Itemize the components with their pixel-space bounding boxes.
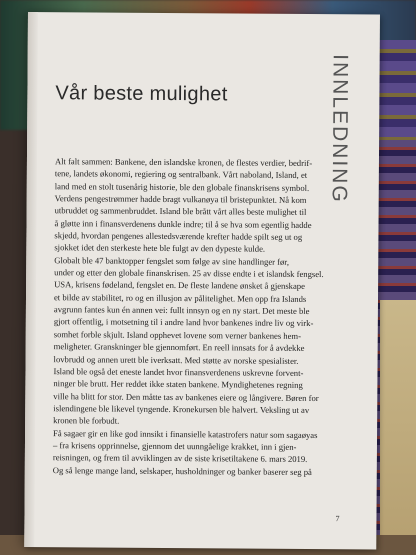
- body-line: avgrunn fantes kun én annen vei: fullt innsyn og en ny start. Det meste ble: [53, 304, 310, 317]
- body-text: [53, 155, 338, 478]
- body-line: tene, landets økonomi, regiering og sentralbank. Vårt naboland, Island, et: [54, 168, 308, 181]
- body-line: meligheter. Granskninger ble gjennomført. En reell innsats for å avdekke: [53, 341, 305, 354]
- body-line: somhet forble skjult. Island opphevet lovene som verner bankenes hem-: [53, 329, 302, 341]
- body-line: skjedd, hvordan pengenes allestedsværende krefter hadde spilt seg ut og: [54, 230, 303, 242]
- body-line: Verdens pengestrømmer hadde bragt vulkanøya til bristepunktet. Nå kom: [54, 193, 307, 205]
- body-line: Og så lenge mange land, selskaper, husholdninger og banker baserer seg på: [52, 464, 312, 477]
- body-line: å gløtte inn i finansverdenens dunkle indre; til å se hva som egentlig hadde: [54, 217, 312, 230]
- page-number: 7: [335, 514, 340, 524]
- body-line: Alt falt sammen: Bankene, den islandske kronen, de flestes verdier, bedrif-: [54, 156, 313, 168]
- body-line: ninger ble brutt. Her reddet ikke staten bankene. Myndighetenes regning: [53, 378, 303, 391]
- body-line: Globalt ble 47 banktopper fengslet som følge av sine handlinger før,: [54, 254, 290, 267]
- body-line: islendingene ble likevel tyngende. Kronekursen ble halvert. Veksling ut av: [53, 403, 310, 415]
- body-line: under og etter den globale finanskrisen. 25 av disse endte i et islandsk fengsel.: [54, 267, 324, 280]
- body-line: gjort offentlig, i motsetning til i andre land hvor bankenes indre liv og virk-: [53, 316, 314, 329]
- body-line: Få sagaer gir en like god innsikt i finansielle katastrofers natur som sagaøyas: [53, 427, 318, 440]
- section-label: INNLEDNING: [327, 54, 352, 204]
- body-line: ville ha blitt for stor. Den måtte tas av bankenes eiere og långivere. Børen for: [53, 390, 319, 403]
- body-line: land med en stolt tusenårig historie, ble den globale finanskrisens symbol.: [54, 180, 310, 193]
- body-line: USA, krisens fødeland, fengslet en. De fleste landene ønsket å gjenskape: [54, 279, 305, 292]
- body-line: Island ble også det eneste landet hvor finansverdenens uskrevne forvent-: [53, 366, 304, 378]
- table-background: [380, 300, 416, 555]
- body-line: sjokket idet den sterkeste hete ble fulgt av den dypeste kulde.: [54, 242, 266, 255]
- body-line: lovbrudd og annen urett ble iverksatt. Med støtte av norske spesialister.: [53, 353, 299, 366]
- body-line: et bilde av stabilitet, ro og en illusjon av pålitelighet. Men opp fra Islands: [53, 291, 307, 304]
- body-line: reisningen, og frem til avviklingen av de siste krisetiltakene 6. mars 2019.: [52, 452, 308, 465]
- body-line: kronen ble forbudt.: [53, 415, 120, 426]
- chapter-title: Vår beste mulighet: [55, 82, 228, 106]
- body-line: – fra krisens opprinnelse, gjennom det uunngåelige krakket, inn i gjen-: [52, 440, 297, 452]
- body-line: utbruddet og sammenbruddet. Island ble brått vårt alles beste mulighet til: [54, 205, 307, 218]
- book-page: [24, 12, 380, 549]
